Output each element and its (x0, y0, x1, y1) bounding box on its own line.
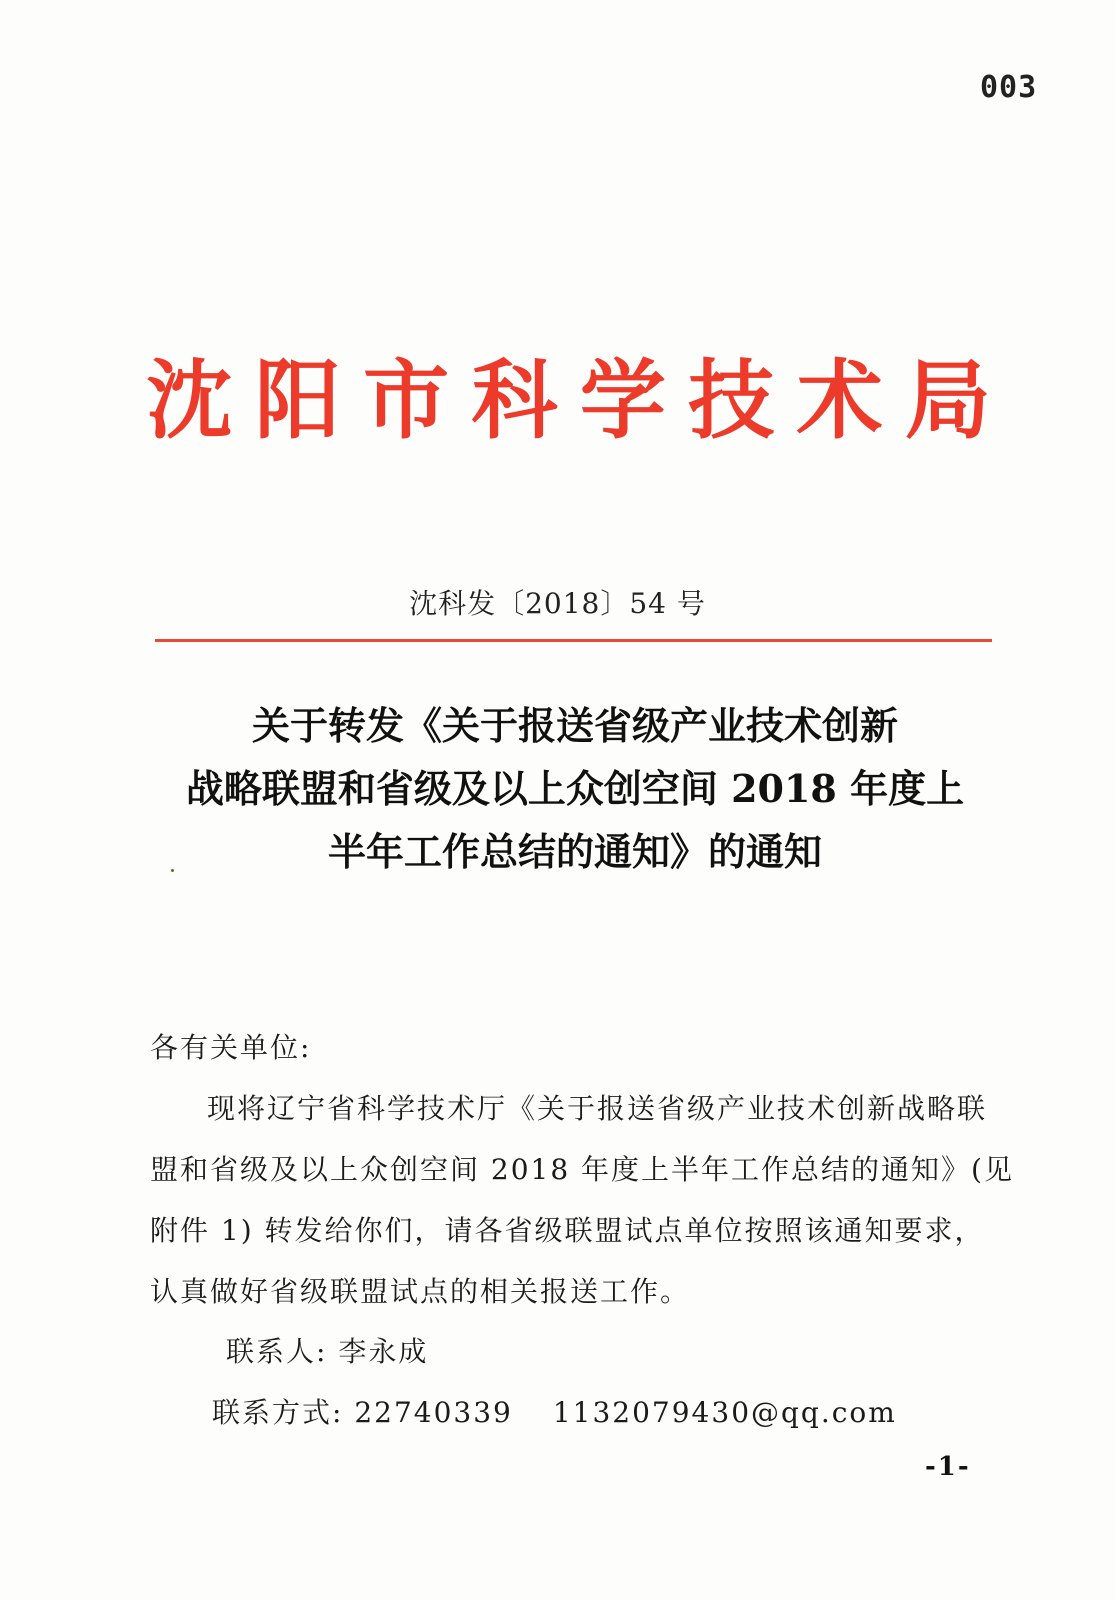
paragraph-line: 现将辽宁省科学技术厅《关于报送省级产业技术创新战略联 (207, 1092, 988, 1125)
salutation: 各有关单位: (150, 1031, 312, 1064)
red-divider-line (155, 639, 992, 642)
notice-title-line: 战略联盟和省级及以上众创空间 2018 年度上 (185, 766, 965, 811)
contact-email: 1132079430@qq.com (552, 1396, 897, 1429)
contact-person (226, 1330, 1076, 1370)
notice-title-line: 关于转发《关于报送省级产业技术创新 (251, 703, 898, 748)
paragraph-line: 盟和省级及以上众创空间 2018 年度上半年工作总结的通知》(见 (150, 1153, 1014, 1186)
paragraph-line: 认真做好省级联盟试点的相关报送工作。 (150, 1275, 691, 1308)
footer-page-number: -1- (925, 1452, 971, 1482)
agency-title: 沈阳市科学技术局 (146, 350, 1014, 451)
contact-person-name: 李永成 (338, 1335, 429, 1368)
contact-person-label: 联系人: (226, 1335, 328, 1368)
page-number-stamp: 003 (980, 70, 1038, 105)
document-number: 沈科发〔2018〕54 号 (409, 587, 706, 620)
contact-method-label: 联系方式: (212, 1396, 344, 1429)
notice-title (140, 694, 1010, 883)
paragraph-line: 附件 1) 转发给你们，请各省级联盟试点单位按照该通知要求， (150, 1214, 985, 1247)
scan-speck (171, 869, 174, 872)
notice-title-line: 半年工作总结的通知》的通知 (327, 829, 822, 874)
contact-phone: 22740339 (354, 1396, 513, 1429)
contact-method (212, 1391, 1062, 1431)
